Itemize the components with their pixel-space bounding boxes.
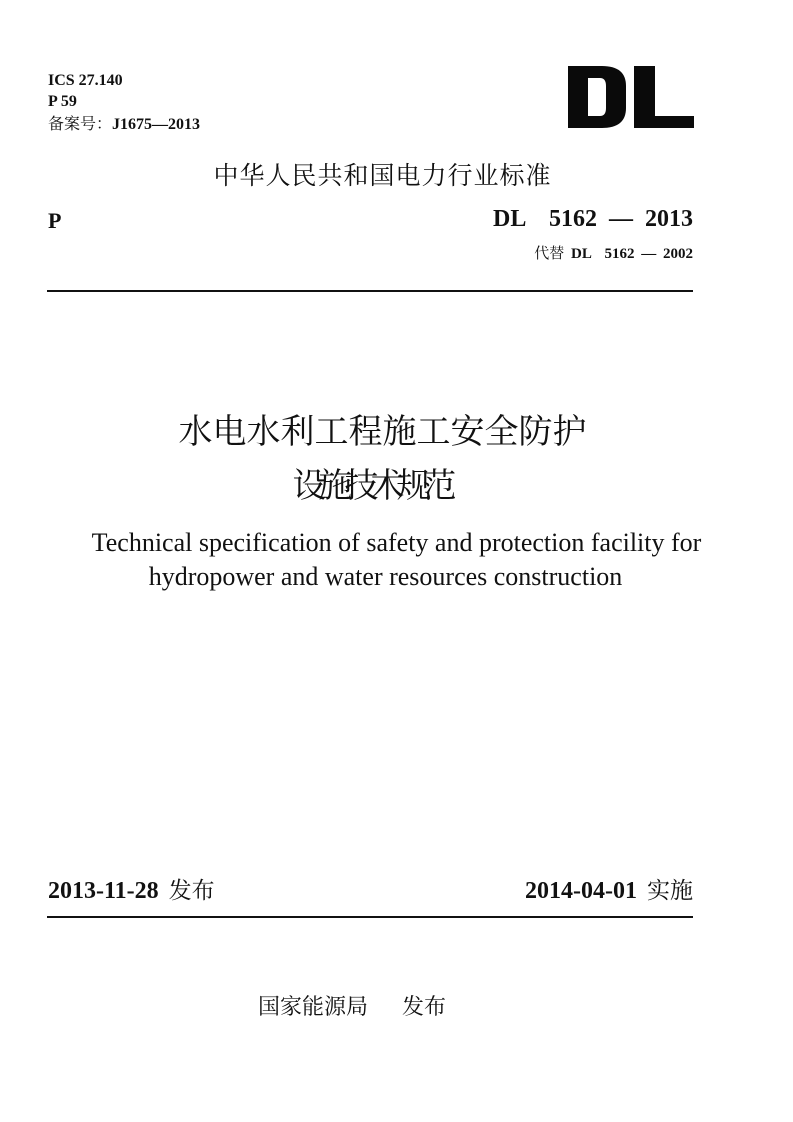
replaces-number: DL 5162 — 2002: [570, 246, 693, 262]
standard-number: DL 5162 — 2013: [492, 206, 693, 232]
title-cn-line1: 水电水利工程施工安全防护: [178, 412, 587, 452]
replaces-label: 代替: [534, 244, 565, 262]
effective-label: 实施: [647, 878, 693, 904]
effective-date: 2014-04-01: [525, 878, 637, 904]
publish-date-line: [48, 872, 215, 905]
publisher-action: 发布: [402, 995, 447, 1020]
effective-date-line: [525, 872, 693, 905]
bottom-divider: [47, 916, 693, 918]
title-en-line1: Technical specification of safety and protection facility for: [91, 528, 702, 557]
publish-date: 2013-11-28: [48, 878, 159, 904]
record-number-line: [48, 115, 200, 134]
category-code: P: [48, 208, 62, 233]
title-cn-char: 施: [318, 466, 353, 506]
record-number-label: 备案号：: [48, 114, 113, 133]
ics-code: ICS 27.140: [48, 72, 123, 89]
standard-type-heading: 中华人民共和国电力行业标准: [213, 161, 552, 190]
title-en-line2: hydropower and water resources construction: [148, 562, 623, 591]
title-cn-char: 设: [292, 466, 327, 506]
title-cn-char: 术: [370, 466, 405, 506]
publish-label: 发布: [168, 878, 215, 904]
title-cn-char: 范: [422, 466, 457, 506]
record-number-value: J1675—2013: [112, 116, 201, 133]
top-divider: [47, 290, 693, 292]
ccs-code: P 59: [48, 93, 77, 110]
publisher-name: 国家能源局: [258, 995, 369, 1020]
title-cn-char: 技: [344, 466, 379, 506]
title-cn-line2: [0, 458, 793, 507]
publisher-line: [258, 990, 446, 1021]
replaces-line: [534, 242, 693, 263]
dl-logo: [568, 66, 694, 128]
title-cn-char: 规: [396, 466, 431, 506]
